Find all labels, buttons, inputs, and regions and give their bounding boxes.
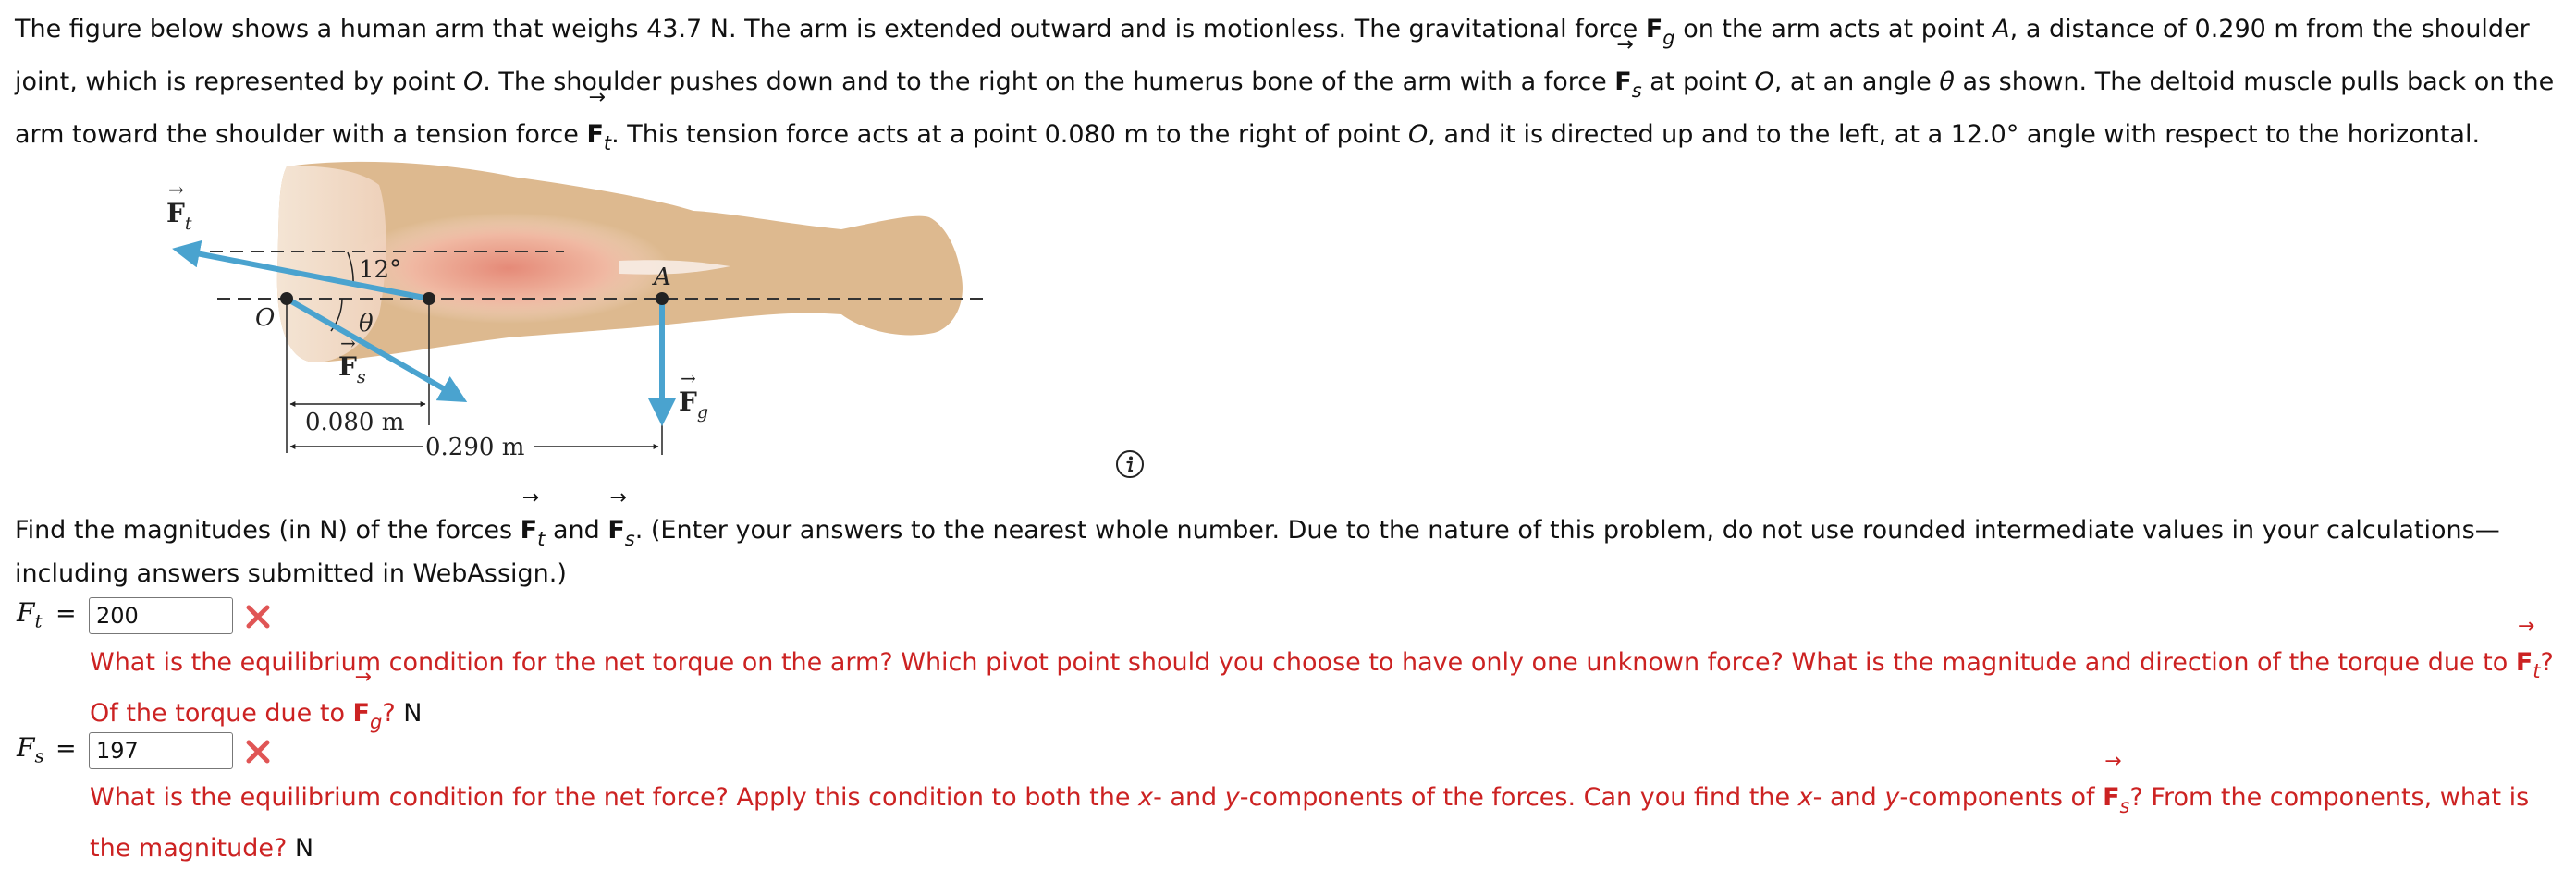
theta-symbol: θ [1939, 67, 1955, 96]
hint-vector-fs: → $F_s$ [2103, 777, 2129, 828]
problem-text-8: . This tension force acts at a point 0.080 m to the right of point [611, 120, 1409, 149]
problem-text-1: The figure below shows a human arm that weighs 43.7 N. The arm is extended outward and is motionless. The gravitational force [15, 15, 1646, 43]
hint-ft: What is the equilibrium condition for the net torque on the arm? Which pivot point should you choose to have only one unknown force? What is the magnitude and direction of the torque due to → $F_t$? Of the torque due to → $F_g$? N [90, 642, 2568, 743]
answer-label-ft: $F_t$ [17, 597, 43, 632]
point-o: O [1754, 67, 1774, 96]
problem-text-4: . The shoulder pushes down and to the right on the humerus bone of the arm with a force [483, 67, 1615, 96]
arm-diagram [139, 157, 1063, 472]
arm-figure [139, 157, 1063, 472]
hint-vector-fg: → $F_g$ [353, 693, 383, 743]
answer-input-ft[interactable] [89, 597, 233, 634]
label-point-a: A [654, 264, 671, 291]
vector-fs: → $F_s$ [1614, 60, 1641, 113]
label-fs-arrow: → [340, 332, 356, 354]
problem-text-2: on the arm acts at point [1674, 15, 1993, 43]
problem-text-9: , and it is directed up and to the left, at a 12.0° angle with respect to the horizontal. [1428, 120, 2481, 149]
label-ft-arrow: → [168, 178, 184, 201]
label-distance-0080: 0.080 m [305, 409, 405, 436]
label-fg-arrow: → [681, 367, 696, 389]
point-a: A [1993, 15, 2010, 43]
label-theta: θ [359, 310, 374, 337]
hint-vector-ft: → $F_t$ [2516, 642, 2541, 693]
incorrect-x-icon [244, 738, 272, 766]
vector-ft: → $F_t$ [586, 113, 611, 166]
hint-unit: N [403, 699, 423, 728]
problem-statement [15, 7, 2567, 166]
incorrect-x-icon [244, 603, 272, 631]
answer-input-fs[interactable] [89, 732, 233, 769]
problem-text-3: , a distance of 0.290 m from the shoulder joint, which is represented by point [15, 15, 2530, 96]
label-angle-12: 12° [359, 256, 402, 284]
equals-sign: = [55, 599, 77, 628]
question-part-1: Find the magnitudes (in N) of the forces [15, 516, 521, 545]
equals-sign: = [55, 734, 77, 763]
point-o: O [1408, 120, 1429, 149]
hint-fs: What is the equilibrium condition for the net force? Apply this condition to both the x- and y-components of the forces. Can you find the x- and y-components of → $F_s$? From the components, what is the magnitude? N [90, 777, 2568, 870]
question-text [15, 513, 2567, 592]
problem-text-7: as shown. The deltoid muscle pulls back on the arm toward the shoulder with a tension force [15, 67, 2555, 149]
question-part-3: . (Enter your answers to the nearest whole number. Due to the nature of this problem, do not use rounded intermediate values in your calculations—including answers submitted in WebAssign.) [15, 516, 2500, 588]
point-o-dot [280, 292, 293, 305]
info-icon[interactable] [1114, 448, 1146, 480]
point-muscle-dot [423, 292, 435, 305]
label-point-o: O [255, 304, 276, 332]
vector-ft: → $F_t$ [521, 513, 546, 557]
label-fg: $F_g$ [679, 386, 709, 423]
point-o: O [463, 67, 484, 96]
hint-unit: N [294, 834, 314, 863]
problem-text-5: at point [1641, 67, 1755, 96]
label-distance-0290: 0.290 m [425, 434, 525, 461]
vector-fs: → $F_s$ [607, 513, 634, 557]
question-part-2: and [545, 516, 608, 545]
label-ft: $F_t$ [166, 198, 192, 234]
answer-label-fs: $F_s$ [17, 732, 44, 767]
label-fs: $F_s$ [338, 351, 366, 387]
problem-text-6: , at an angle [1773, 67, 1940, 96]
point-a-dot [656, 292, 669, 305]
vector-fg: → $F_g$ [1646, 7, 1675, 60]
